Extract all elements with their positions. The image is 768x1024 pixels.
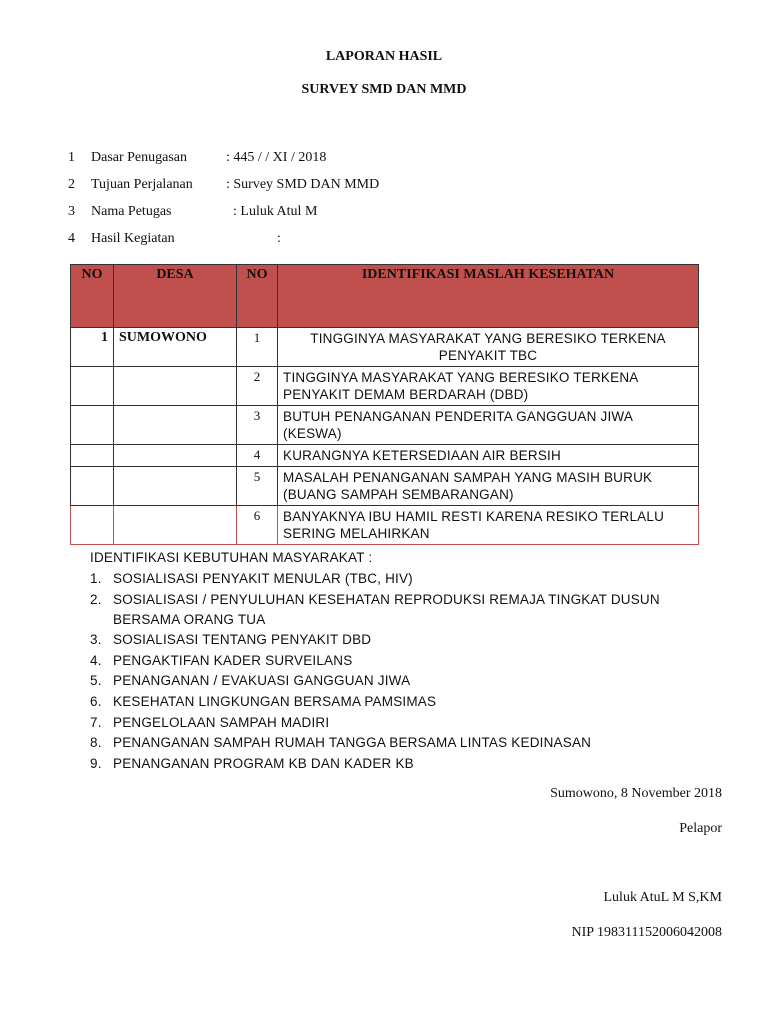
list-number: 7.	[90, 714, 102, 730]
row-no	[71, 506, 114, 545]
table-row	[71, 328, 699, 367]
list-item	[90, 733, 730, 753]
table-row	[71, 445, 699, 467]
list-item	[90, 713, 730, 733]
list-text: PENANGANAN / EVAKUASI GANGGUAN JIWA	[113, 673, 411, 689]
report-subtitle: SURVEY SMD DAN MMD	[301, 82, 467, 97]
info-value: : 445 / / XI / 2018	[226, 150, 327, 165]
row-no2: 3	[237, 406, 278, 445]
community-needs-section	[90, 548, 730, 774]
info-value: :	[277, 231, 281, 246]
row-no: 1	[71, 328, 114, 367]
row-no	[71, 406, 114, 445]
row-desc: BANYAKNYA IBU HAMIL RESTI KARENA RESIKO TERLALU SERING MELAHIRKAN	[278, 506, 699, 545]
row-no2: 1	[237, 328, 278, 367]
header-identifikasi: IDENTIFIKASI MASLAH KESEHATAN	[278, 265, 699, 328]
list-item	[90, 630, 730, 650]
info-number: 1	[68, 150, 75, 165]
row-no2: 2	[237, 367, 278, 406]
row-desc: BUTUH PENANGANAN PENDERITA GANGGUAN JIWA (KESWA)	[278, 406, 699, 445]
list-text: PENANGANAN SAMPAH RUMAH TANGGA BERSAMA LINTAS KEDINASAN	[113, 735, 592, 751]
row-desa	[114, 406, 237, 445]
info-number: 4	[68, 231, 75, 246]
list-number: 8.	[90, 735, 102, 751]
info-number: 3	[68, 204, 75, 219]
header-no2: NO	[237, 265, 278, 328]
list-text: PENANGANAN PROGRAM KB DAN KADER KB	[113, 755, 414, 771]
table-row	[71, 367, 699, 406]
table-row	[71, 467, 699, 506]
row-no2: 4	[237, 445, 278, 467]
list-text: SOSIALISASI PENYAKIT MENULAR (TBC, HIV)	[113, 571, 413, 586]
list-text: KESEHATAN LINGKUNGAN BERSAMA PAMSIMAS	[113, 693, 437, 709]
header-no: NO	[71, 265, 114, 328]
info-label: Nama Petugas	[91, 204, 172, 219]
row-no	[71, 445, 114, 467]
list-item	[90, 754, 730, 774]
health-issues-table	[70, 264, 699, 545]
row-desc: MASALAH PENANGANAN SAMPAH YANG MASIH BURUK (BUANG SAMPAH SEMBARANGAN)	[278, 467, 699, 506]
row-no	[71, 467, 114, 506]
list-number: 6.	[90, 693, 102, 709]
list-number: 1.	[90, 571, 102, 586]
list-text: SOSIALISASI TENTANG PENYAKIT DBD	[113, 632, 372, 648]
header-desa: DESA	[114, 265, 237, 328]
row-desa	[114, 467, 237, 506]
reporter-name: Luluk AtuL M S,KM	[603, 890, 722, 905]
row-desc: TINGGINYA MASYARAKAT YANG BERESIKO TERKENA PENYAKIT TBC	[278, 328, 699, 367]
list-number: 4.	[90, 652, 102, 668]
info-value: : Survey SMD DAN MMD	[226, 177, 380, 192]
report-title: LAPORAN HASIL	[325, 49, 443, 64]
list-text: PENGAKTIFAN KADER SURVEILANS	[113, 652, 353, 668]
row-desa: SUMOWONO	[114, 328, 237, 367]
row-desa	[114, 445, 237, 467]
list-item	[90, 692, 730, 712]
list-item	[90, 651, 730, 671]
info-value: : Luluk Atul M	[233, 204, 318, 219]
list-item	[90, 590, 730, 630]
place-date: Sumowono, 8 November 2018	[550, 786, 722, 801]
row-no2: 5	[237, 467, 278, 506]
list-number: 5.	[90, 673, 102, 689]
info-label: Hasil Kegiatan	[91, 231, 175, 246]
list-number: 9.	[90, 755, 102, 771]
list-item	[90, 569, 730, 589]
row-desa	[114, 506, 237, 545]
row-desa	[114, 367, 237, 406]
table-header-row	[71, 265, 699, 328]
table-row	[71, 406, 699, 445]
list-text: PENGELOLAAN SAMPAH MADIRI	[113, 714, 330, 730]
list-number: 2.	[90, 591, 102, 607]
row-no2: 6	[237, 506, 278, 545]
row-desc: TINGGINYA MASYARAKAT YANG BERESIKO TERKENA PENYAKIT DEMAM BERDARAH (DBD)	[278, 367, 699, 406]
info-label: Tujuan Perjalanan	[91, 177, 193, 192]
info-number: 2	[68, 177, 75, 192]
list-text: SOSIALISASI / PENYULUHAN KESEHATAN REPRODUKSI REMAJA TINGKAT DUSUN BERSAMA ORANG TUA	[113, 591, 660, 627]
reporter-role: Pelapor	[679, 821, 722, 836]
row-no	[71, 367, 114, 406]
list-number: 3.	[90, 632, 102, 648]
row-desc: KURANGNYA KETERSEDIAAN AIR BERSIH	[278, 445, 699, 467]
needs-title: IDENTIFIKASI KEBUTUHAN MASYARAKAT :	[90, 550, 373, 565]
table-row	[71, 506, 699, 545]
list-item	[90, 671, 730, 691]
reporter-nip: NIP 198311152006042008	[571, 925, 722, 940]
info-label: Dasar Penugasan	[91, 150, 188, 165]
